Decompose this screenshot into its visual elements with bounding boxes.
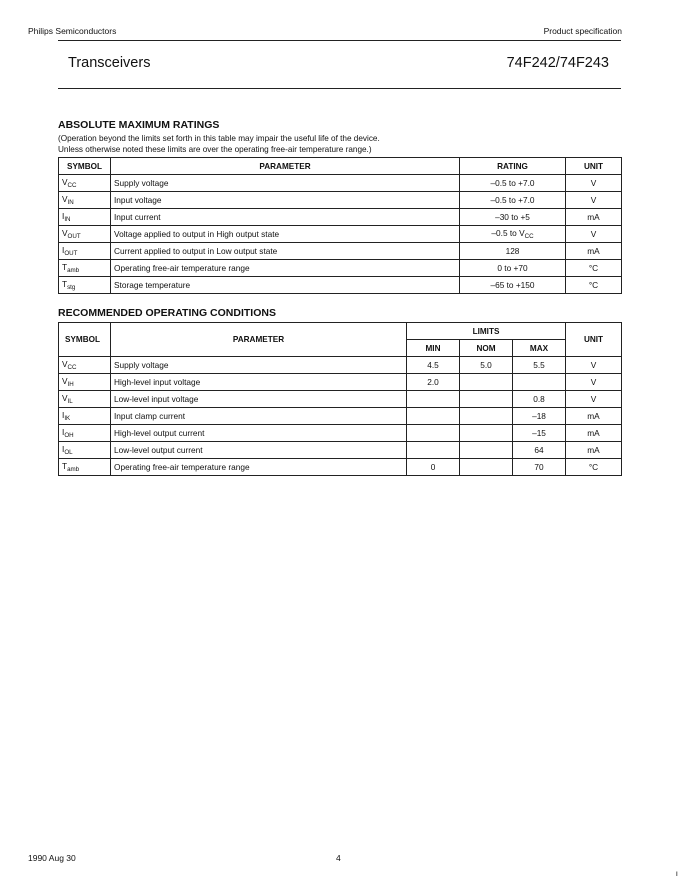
min-cell <box>407 442 460 459</box>
rating-value: –0.5 to V <box>491 228 525 238</box>
symbol-subscript: OH <box>64 432 74 439</box>
table-row <box>59 374 622 391</box>
symbol-cell <box>59 277 111 294</box>
symbol-subscript: amb <box>67 466 80 473</box>
nom-cell <box>460 391 513 408</box>
symbol-letter: I <box>62 444 65 454</box>
rating-cell <box>460 175 566 192</box>
symbol-cell <box>59 357 111 374</box>
symbol-subscript: amb <box>67 267 80 274</box>
abs-max-note-line2: Unless otherwise noted these limits are over the operating free-air temperature range.) <box>58 145 372 154</box>
unit-cell: °C <box>566 459 622 476</box>
header-rule-top <box>58 40 621 41</box>
table-row <box>59 425 622 442</box>
symbol-cell <box>59 374 111 391</box>
abs-max-col-symbol: SYMBOL <box>59 158 111 175</box>
rec-op-col-symbol: SYMBOL <box>59 323 111 357</box>
symbol-cell <box>59 192 111 209</box>
unit-cell: mA <box>566 209 622 226</box>
symbol-subscript: OUT <box>64 250 78 257</box>
parameter-cell: Low-level input voltage <box>111 391 407 408</box>
table-row <box>59 175 622 192</box>
symbol-letter: I <box>62 245 65 255</box>
symbol-cell <box>59 175 111 192</box>
parameter-cell: High-level output current <box>111 425 407 442</box>
rec-op-body <box>59 357 622 476</box>
parameter-cell: Input current <box>111 209 460 226</box>
max-cell <box>513 374 566 391</box>
rating-cell <box>460 243 566 260</box>
unit-cell: V <box>566 175 622 192</box>
unit-cell: mA <box>566 425 622 442</box>
parameter-cell: Storage temperature <box>111 277 460 294</box>
unit-cell: mA <box>566 243 622 260</box>
abs-max-note-line1: (Operation beyond the limits set forth in this table may impair the useful life of the device. <box>58 134 380 143</box>
header-rule-bottom <box>58 88 621 89</box>
rec-op-col-unit: UNIT <box>566 323 622 357</box>
symbol-subscript: CC <box>67 182 77 189</box>
table-row <box>59 459 622 476</box>
table-row <box>59 442 622 459</box>
part-numbers: 74F242/74F243 <box>506 55 609 71</box>
symbol-letter: V <box>62 376 68 386</box>
abs-max-header-row <box>59 158 622 175</box>
symbol-subscript: IN <box>67 199 74 206</box>
nom-cell <box>460 374 513 391</box>
table-row <box>59 192 622 209</box>
symbol-cell <box>59 391 111 408</box>
symbol-cell <box>59 425 111 442</box>
rec-op-col-max: MAX <box>513 340 566 357</box>
nom-cell <box>460 425 513 442</box>
nom-cell <box>460 459 513 476</box>
parameter-cell: Input clamp current <box>111 408 407 425</box>
symbol-letter: I <box>62 410 65 420</box>
parameter-cell: Operating free-air temperature range <box>111 459 407 476</box>
min-cell <box>407 391 460 408</box>
symbol-subscript: OL <box>64 449 73 456</box>
symbol-cell <box>59 209 111 226</box>
rating-value: 0 to +70 <box>497 263 528 273</box>
unit-cell: V <box>566 192 622 209</box>
symbol-letter: T <box>62 461 68 471</box>
table-row <box>59 260 622 277</box>
parameter-cell: Supply voltage <box>111 357 407 374</box>
rating-subscript: CC <box>524 233 534 240</box>
unit-cell: mA <box>566 442 622 459</box>
min-cell: 0 <box>407 459 460 476</box>
symbol-letter: T <box>62 262 68 272</box>
symbol-letter: V <box>62 194 68 204</box>
rec-op-col-nom: NOM <box>460 340 513 357</box>
min-cell <box>407 408 460 425</box>
symbol-letter: V <box>62 228 68 238</box>
rating-cell <box>460 209 566 226</box>
table-row <box>59 408 622 425</box>
max-cell: –18 <box>513 408 566 425</box>
symbol-letter: V <box>62 393 68 403</box>
symbol-subscript: CC <box>67 364 77 371</box>
footer-date: 1990 Aug 30 <box>28 853 76 863</box>
nom-cell <box>460 442 513 459</box>
rating-cell <box>460 226 566 243</box>
page-number: 4 <box>336 853 341 863</box>
parameter-cell: Supply voltage <box>111 175 460 192</box>
max-cell: 64 <box>513 442 566 459</box>
rating-value: –0.5 to +7.0 <box>490 178 535 188</box>
symbol-subscript: IH <box>67 381 74 388</box>
symbol-subscript: IK <box>64 415 71 422</box>
unit-cell: °C <box>566 277 622 294</box>
parameter-cell: Input voltage <box>111 192 460 209</box>
min-cell: 2.0 <box>407 374 460 391</box>
table-row <box>59 277 622 294</box>
symbol-cell <box>59 408 111 425</box>
symbol-cell <box>59 260 111 277</box>
company-name: Philips Semiconductors <box>28 26 117 36</box>
unit-cell: V <box>566 226 622 243</box>
table-row <box>59 243 622 260</box>
symbol-letter: I <box>62 211 65 221</box>
rec-op-title: RECOMMENDED OPERATING CONDITIONS <box>58 307 276 319</box>
symbol-letter: T <box>62 279 68 289</box>
rating-cell <box>460 192 566 209</box>
table-row <box>59 209 622 226</box>
nom-cell <box>460 408 513 425</box>
min-cell <box>407 425 460 442</box>
unit-cell: V <box>566 357 622 374</box>
rating-value: –30 to +5 <box>495 212 530 222</box>
rating-cell <box>460 260 566 277</box>
document-type: Product specification <box>543 26 622 36</box>
min-cell: 4.5 <box>407 357 460 374</box>
parameter-cell: Voltage applied to output in High output state <box>111 226 460 243</box>
symbol-cell <box>59 226 111 243</box>
corner-mark: ı <box>675 869 678 878</box>
symbol-letter: V <box>62 177 68 187</box>
symbol-cell <box>59 442 111 459</box>
symbol-letter: V <box>62 359 68 369</box>
abs-max-col-rating: RATING <box>460 158 566 175</box>
max-cell: 70 <box>513 459 566 476</box>
symbol-subscript: IN <box>64 216 71 223</box>
rec-op-col-limits: LIMITS <box>407 323 566 340</box>
max-cell: –15 <box>513 425 566 442</box>
unit-cell: mA <box>566 408 622 425</box>
parameter-cell: Current applied to output in Low output state <box>111 243 460 260</box>
abs-max-body <box>59 175 622 294</box>
rating-value: –0.5 to +7.0 <box>490 195 535 205</box>
symbol-cell <box>59 459 111 476</box>
product-category: Transceivers <box>68 55 151 71</box>
rec-op-col-min: MIN <box>407 340 460 357</box>
rating-cell <box>460 277 566 294</box>
rec-op-table <box>58 322 622 476</box>
unit-cell: V <box>566 374 622 391</box>
unit-cell: V <box>566 391 622 408</box>
max-cell: 5.5 <box>513 357 566 374</box>
nom-cell: 5.0 <box>460 357 513 374</box>
max-cell: 0.8 <box>513 391 566 408</box>
rating-value: 128 <box>505 246 520 256</box>
symbol-subscript: IL <box>67 398 73 405</box>
rating-value: –65 to +150 <box>490 280 535 290</box>
symbol-subscript: OUT <box>67 233 81 240</box>
parameter-cell: High-level input voltage <box>111 374 407 391</box>
parameter-cell: Low-level output current <box>111 442 407 459</box>
table-row <box>59 391 622 408</box>
rec-op-col-parameter: PARAMETER <box>111 323 407 357</box>
abs-max-col-unit: UNIT <box>566 158 622 175</box>
symbol-subscript: stg <box>67 284 76 291</box>
symbol-cell <box>59 243 111 260</box>
unit-cell: °C <box>566 260 622 277</box>
abs-max-title: ABSOLUTE MAXIMUM RATINGS <box>58 119 220 131</box>
symbol-letter: I <box>62 427 65 437</box>
table-row <box>59 226 622 243</box>
rec-op-header-row-1 <box>59 323 622 340</box>
parameter-cell: Operating free-air temperature range <box>111 260 460 277</box>
table-row <box>59 357 622 374</box>
abs-max-col-parameter: PARAMETER <box>111 158 460 175</box>
abs-max-table <box>58 157 622 294</box>
